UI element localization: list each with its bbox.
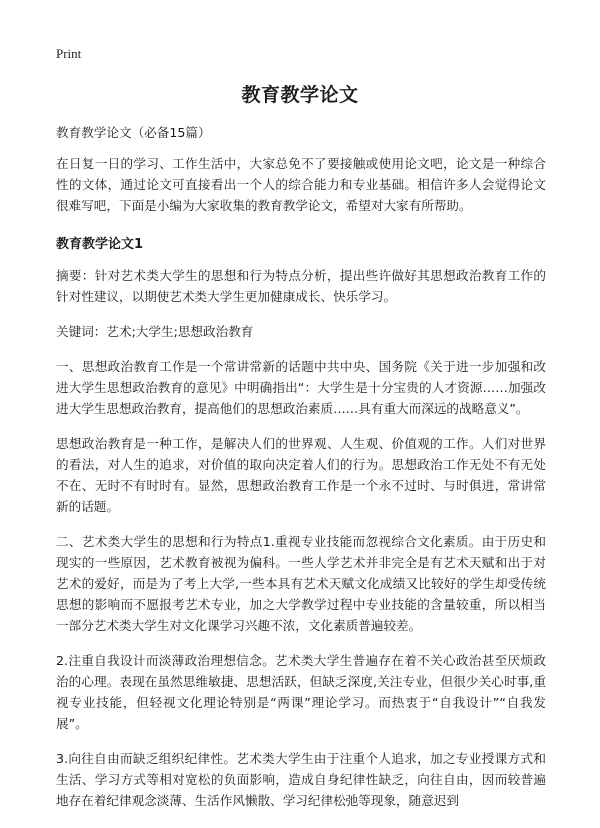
body-paragraph: 3.向往自由而缺乏组织纪律性。艺术类大学生由于注重个人追求，加之专业授课方式和生活、学习方式等相对宽松的负面影响，造成自身纪律性缺乏，向往自由，因而较普遍地存在着纪律观念淡薄、生活作风懒散、学习纪律松弛等现象，随意迟到 <box>56 751 546 808</box>
print-link[interactable]: Print <box>56 46 82 61</box>
document-title: 教育教学论文 <box>241 84 359 106</box>
body-paragraph: 2.注重自我设计而淡薄政治理想信念。艺术类大学生普遍存在着不关心政治甚至厌烦政治的心理。表现在虽然思维敏捷、思想活跃，但缺乏深度,关注专业，但很少关心时事,重视专业技能，但轻视文化理论特别是“两课”理论学习。而热衷于“自我设计”“自我发展”。 <box>56 653 546 731</box>
body-paragraph: 思想政治教育是一种工作，是解决人们的世界观、人生观、价值观的工作。人们对世界的看法，对人生的追求，对价值的取向决定着人们的行为。思想政治工作无处不有无处不在、无时不有时时有。显然，思想政治教育工作是一个永不过时、与时俱进，常讲常新的话题。 <box>56 436 546 514</box>
document-subtitle: 教育教学论文（必备15篇） <box>56 125 211 140</box>
keywords-paragraph: 关键词：艺术;大学生;思想政治教育 <box>56 324 254 339</box>
body-paragraph: 一、思想政治教育工作是一个常讲常新的话题中共中央、国务院《关于进一步加强和改进大学生思想政治教育的意见》中明确指出“：大学生是十分宝贵的人才资源……加强改进大学生思想政治教育，提高他们的思想政治素质……具有重大而深远的战略意义”。 <box>56 359 546 416</box>
document-body <box>56 122 546 825</box>
abstract-paragraph: 摘要：针对艺术类大学生的思想和行为特点分析，提出些许做好其思想政治教育工作的针对性建议，以期使艺术类大学生更加健康成长、快乐学习。 <box>56 268 546 304</box>
section-heading: 教育教学论文1 <box>56 237 144 252</box>
body-paragraph: 二、艺术类大学生的思想和行为特点1.重视专业技能而忽视综合文化素质。由于历史和现实的一些原因，艺术教育被视为偏科。一些人学艺术并非完全是有艺术天赋和出于对艺术的爱好，而是为了考上大学,一些本具有艺术天赋文化成绩又比较好的学生却受传统思想的影响而不愿报考艺术专业，加之大学教学过程中专业技能的含量较重，所以相当一部分艺术类大学生对文化课学习兴趣不浓，文化素质普遍较差。 <box>56 534 546 633</box>
intro-paragraph: 在日复一日的学习、工作生活中，大家总免不了要接触或使用论文吧，论文是一种综合性的文体，通过论文可直接看出一个人的综合能力和专业基础。相信许多人会觉得论文很难写吧，下面是小编为大家收集的教育教学论文，希望对大家有所帮助。 <box>56 156 546 213</box>
